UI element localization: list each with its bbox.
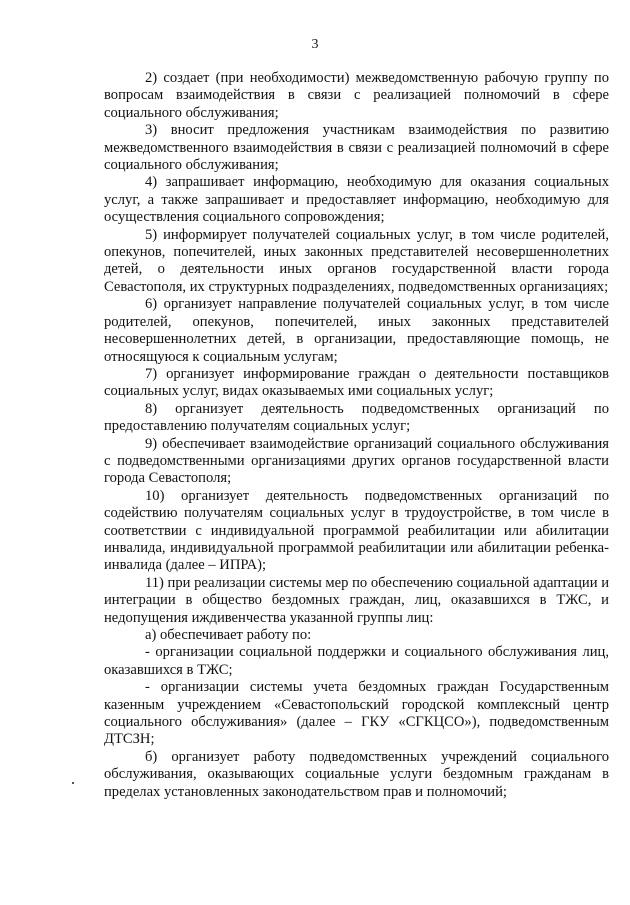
paragraph-item-8: 8) организует деятельность подведомственных организаций по предоставлению получателям социальных услуг;: [104, 400, 609, 435]
paragraph-item-11: 11) при реализации системы мер по обеспечению социальной адаптации и интеграции в общество бездомных граждан, лиц, оказавшихся в ТЖС, и недопущения иждивенчества указанной группы лиц:: [104, 574, 609, 626]
scan-speck: [72, 782, 74, 784]
paragraph-item-10: 10) организует деятельность подведомственных организаций по содействию получателям социальных услуг в трудоустройстве, в том числе в соответствии с индивидуальной программой реабилитации или абилитации инвалида, индивидуальной программой реабилитации или абилитации ребенка-инвалида (далее – ИПРА);: [104, 487, 609, 574]
paragraph-item-4: 4) запрашивает информацию, необходимую для оказания социальных услуг, а также запрашивает и предоставляет информацию, необходимую для осуществления социального сопровождения;: [104, 174, 609, 226]
paragraph-item-6: 6) организует направление получателей социальных услуг, в том числе родителей, опекунов, попечителей, иных законных представителей несовершеннолетних детей, в организации, предоставляющие помощь, не относящуюся к социальным услугам;: [104, 296, 609, 365]
paragraph-item-7: 7) организует информирование граждан о деятельности поставщиков социальных услуг, видах оказываемых ими социальных услуг;: [104, 365, 609, 400]
document-body: [104, 70, 609, 801]
paragraph-item-3: 3) вносит предложения участникам взаимодействия по развитию межведомственного взаимодействия в связи с реализацией полномочий в сфере социального обслуживания;: [104, 122, 609, 174]
subitem-b: б) организует работу подведомственных учреждений социального обслуживания, оказывающих социальные услуги бездомным гражданам в пределах установленных законодательством прав и полномочий;: [104, 748, 609, 800]
paragraph-item-2: 2) создает (при необходимости) межведомственную рабочую группу по вопросам взаимодействия в связи с реализацией полномочий в сфере социального обслуживания;: [104, 70, 609, 121]
bullet-homeless-registry: - организации системы учета бездомных граждан Государственным казенным учреждением «Севастопольский городской комплексный центр социального обслуживания» (далее – ГКУ «СГКЦСО»), подведомственным ДТСЗН;: [104, 679, 609, 748]
page-number: 3: [311, 37, 319, 52]
paragraph-item-5: 5) информирует получателей социальных услуг, в том числе родителей, опекунов, попечителей, иных законных представителей несовершеннолетних детей, о деятельности иных органов государственной власти города Севастополя, их структурных подразделениях, подведомственных организациях;: [104, 226, 609, 295]
paragraph-item-9: 9) обеспечивает взаимодействие организаций социального обслуживания с подведомственными организациями других органов государственной власти города Севастополя;: [104, 435, 609, 487]
bullet-social-support: - организации социальной поддержки и социального обслуживания лиц, оказавшихся в ТЖС;: [104, 644, 609, 678]
subitem-a: а) обеспечивает работу по:: [145, 627, 312, 643]
